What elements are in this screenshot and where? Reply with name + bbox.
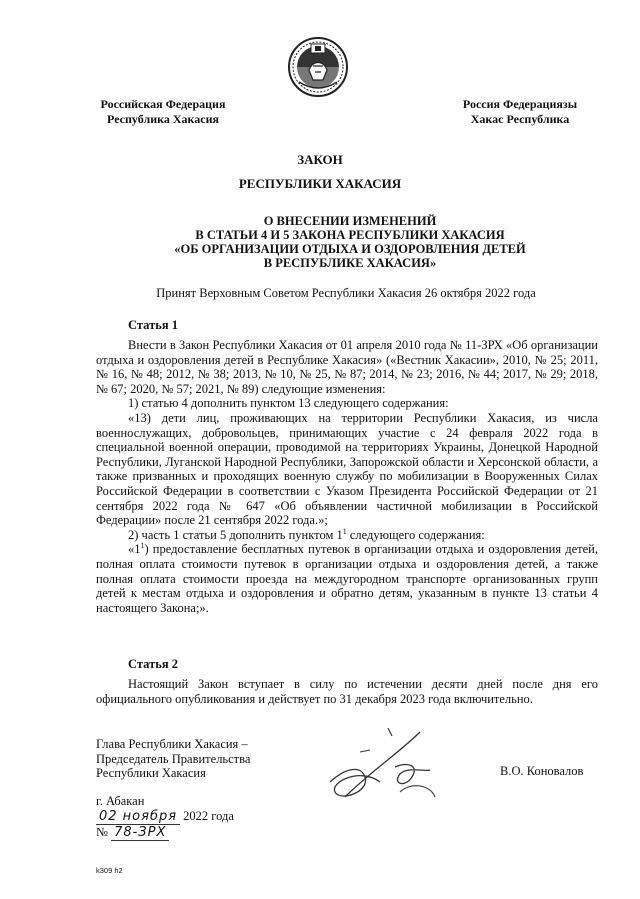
subtitle-line-2: В СТАТЬИ 4 И 5 ЗАКОНА РЕСПУБЛИКИ ХАКАСИЯ xyxy=(195,228,505,242)
signing-date-handwritten: 02 ноября xyxy=(96,809,180,825)
signatory-position-line-2: Председатель Правительства xyxy=(96,751,251,766)
header-left-country: Российская Федерация xyxy=(100,97,226,111)
signing-date xyxy=(96,809,234,825)
item-2-text-pre: «1 xyxy=(128,542,141,557)
accepted-statement: Принят Верховным Советом Республики Хакасия 26 октября 2022 года xyxy=(156,286,536,300)
article-1-body xyxy=(96,338,598,615)
article-2-title: Статья 2 xyxy=(128,657,178,671)
handwritten-signature xyxy=(300,722,460,812)
header-right-republic: Хакас Республика xyxy=(470,112,570,126)
subtitle-line-4: В РЕСПУБЛИКЕ ХАКАСИЯ» xyxy=(263,256,437,270)
signatory-position-line-3: Республики Хакасия xyxy=(96,766,206,780)
law-subtitle xyxy=(120,214,580,270)
article-1-intro: Внести в Закон Республики Хакасия от 01 апреля 2010 года № 11-ЗРХ «Об организации отдыха и оздоровления детей в Республике Хакасия» («Вестник Хакасии», 2010, № 25; 2011, № 16, № 48; 2012, № 38; 2013, № 10, № 25, № 87; 2014, № 23; 2016, № 44; 2017, № 29; 2018, № 67; 2020, № 57; 2021, № 89) следующие изменения: xyxy=(96,338,598,396)
signing-city: г. Абакан xyxy=(96,794,145,808)
coat-of-arms-icon xyxy=(287,36,349,98)
signing-year: 2022 года xyxy=(183,809,234,823)
item-2-pre: 2) часть 1 статьи 5 дополнить пунктом 1 xyxy=(128,527,343,542)
article-1-item-2-text xyxy=(96,542,598,615)
signatory-name: В.О. Коновалов xyxy=(500,764,584,778)
article-1-title: Статья 1 xyxy=(128,318,178,332)
document-code: k309 h2 xyxy=(96,866,123,875)
item-2-text-post: ) предоставление бесплатных путевок в организации отдыха и оздоровления детей, полная оплата стоимости путевок в организации отдыха и оздоровления детей, а также полная оплата стоимости проезда на междугородном транспорте организованных групп детей к местам отдыха и оздоровления и обратно детям, указанным в пункте 13 статьи 4 настоящего Закона;». xyxy=(96,542,598,615)
subtitle-line-3: «ОБ ОРГАНИЗАЦИИ ОТДЫХА И ОЗДОРОВЛЕНИЯ ДЕТЕЙ xyxy=(174,242,526,256)
article-2-body xyxy=(96,677,598,706)
item-2-post: следующего содержания: xyxy=(346,527,485,542)
item-2-text-sup: 1 xyxy=(140,541,145,551)
law-number xyxy=(96,825,234,841)
law-issuer: РЕСПУБЛИКИ ХАКАСИЯ xyxy=(238,176,402,191)
article-2-text: Настоящий Закон вступает в силу по истечении десяти дней после дня его официального опубликования и действует по 31 декабря 2023 года включительно. xyxy=(96,677,598,706)
header-right xyxy=(440,97,600,127)
law-number-handwritten: 78-ЗРХ xyxy=(111,825,169,841)
article-1-item-1: 1) статью 4 дополнить пунктом 13 следующего содержания: xyxy=(128,396,449,411)
law-title: ЗАКОН xyxy=(297,152,343,167)
header-right-country: Россия Федерациязы xyxy=(462,97,578,111)
law-number-prefix: № xyxy=(96,825,108,839)
article-1-item-1-text: «13) дети лиц, проживающих на территории Республики Хакасия, из числа военнослужащих, добровольцев, принимающих участие с 24 февраля 2022 года в специальной военной операции, проводимой на территориях Украины, Донецкой Народной Республики, Луганской Народной Республики, Запорожской области и Херсонской области, а также призванных и проходящих военную службу по мобилизации в Вооруженных Силах Российской Федерации в соответствии с Указом Президента Российской Федерации от 21 сентября 2022 года № 647 «Об объявлении частичной мобилизации в Российской Федерации» после 21 сентября 2022 года.»; xyxy=(96,410,598,528)
article-1-item-2 xyxy=(96,528,598,543)
signing-place xyxy=(96,794,234,841)
signatory-position-line-1: Глава Республики Хакасия – xyxy=(96,737,248,751)
subtitle-line-1: О ВНЕСЕНИИ ИЗМЕНЕНИЙ xyxy=(263,214,437,228)
item-2-sup: 1 xyxy=(342,526,347,536)
header-left xyxy=(88,97,238,127)
header-left-republic: Республика Хакасия xyxy=(107,112,219,126)
signatory-position xyxy=(96,737,250,781)
